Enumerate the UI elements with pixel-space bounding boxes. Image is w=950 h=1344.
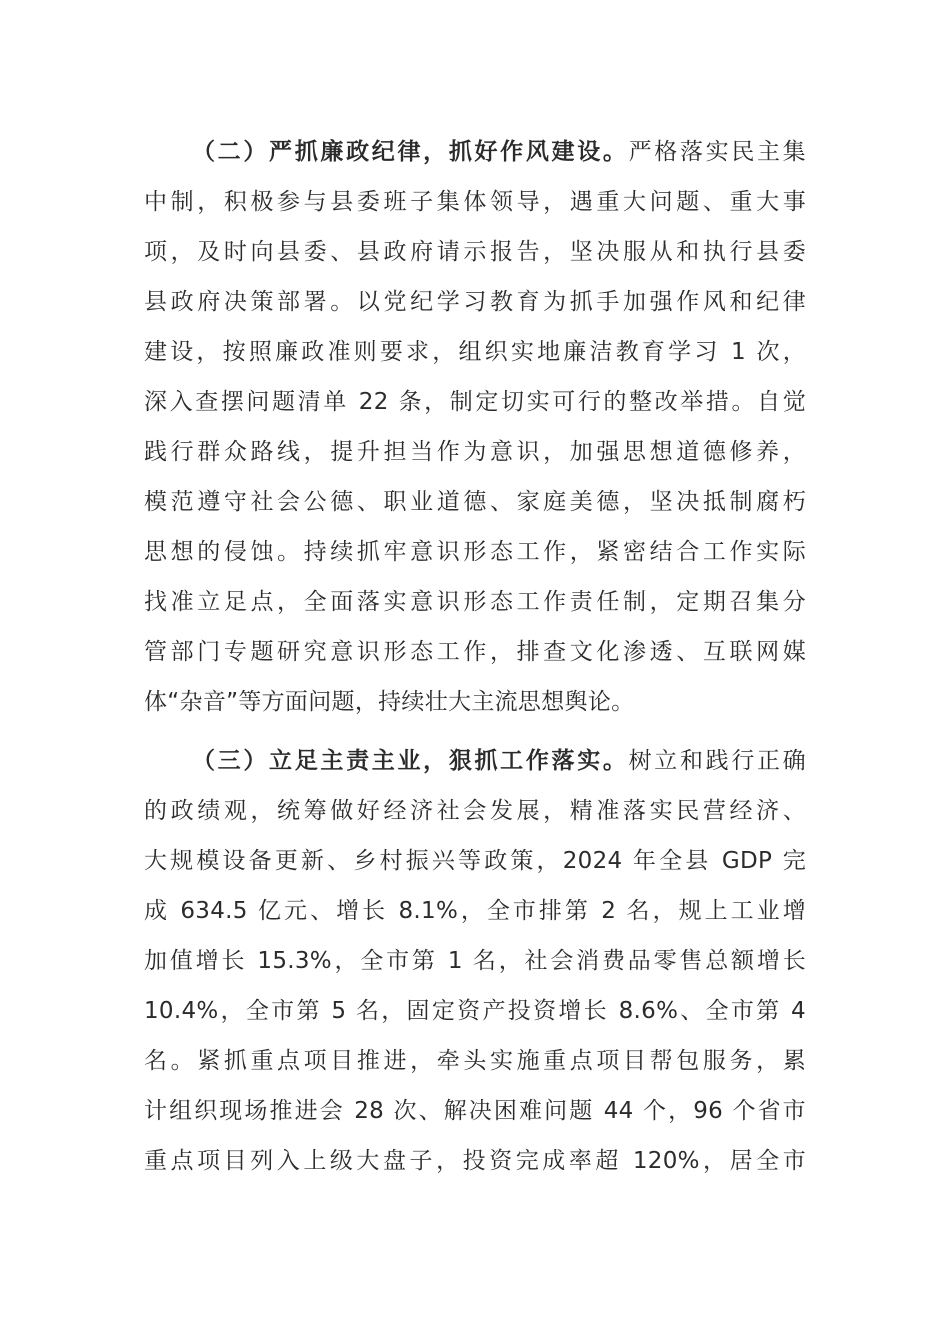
section-heading: （二）严抓廉政纪律，抓好作风建设。 bbox=[192, 139, 629, 165]
text-line: 中制，积极参与县委班子集体领导，遇重大问题、重大事 bbox=[144, 189, 806, 215]
text-line: 深入查摆问题清单 22 条，制定切实可行的整改举措。自觉 bbox=[144, 389, 806, 415]
text-line: 管部门专题研究意识形态工作，排查文化渗透、互联网媒 bbox=[144, 639, 806, 665]
text-line: 的政绩观，统筹做好经济社会发展，精准落实民营经济、 bbox=[144, 798, 806, 824]
text-line: 重点项目列入上级大盘子，投资完成率超 120%，居全市 bbox=[144, 1148, 806, 1174]
text-line: 成 634.5 亿元、增长 8.1%，全市排第 2 名，规上工业增 bbox=[144, 898, 806, 924]
text-line: 践行群众路线，提升担当作为意识，加强思想道德修养， bbox=[144, 439, 806, 465]
section-heading: （三）立足主责主业，狠抓工作落实。 bbox=[192, 748, 629, 774]
text-line: 建设，按照廉政准则要求，组织实地廉洁教育学习 1 次， bbox=[144, 339, 806, 365]
text-line: 树立和践行正确 bbox=[628, 748, 806, 774]
text-line: 名。紧抓重点项目推进，牵头实施重点项目帮包服务，累 bbox=[144, 1048, 806, 1074]
text-line: 计组织现场推进会 28 次、解决困难问题 44 个，96 个省市 bbox=[144, 1098, 806, 1124]
paragraph-discipline bbox=[144, 127, 806, 727]
text-line: 县政府决策部署。以党纪学习教育为抓手加强作风和纪律 bbox=[144, 289, 806, 315]
text-line: 大规模设备更新、乡村振兴等政策，2024 年全县 GDP 完 bbox=[144, 848, 806, 874]
paragraph-work-implementation bbox=[144, 736, 806, 1186]
paragraph-first-line bbox=[144, 127, 806, 177]
text-line: 体“杂音”等方面问题，持续壮大主流思想舆论。 bbox=[144, 689, 635, 715]
text-line: 10.4%，全市第 5 名，固定资产投资增长 8.6%、全市第 4 bbox=[144, 998, 806, 1024]
text-line: 思想的侵蚀。持续抓牢意识形态工作，紧密结合工作实际 bbox=[144, 539, 806, 565]
text-line: 找准立足点，全面落实意识形态工作责任制，定期召集分 bbox=[144, 589, 806, 615]
paragraph-first-line bbox=[144, 736, 806, 786]
text-line: 加值增长 15.3%，全市第 1 名，社会消费品零售总额增长 bbox=[144, 948, 806, 974]
text-line: 严格落实民主集 bbox=[628, 139, 806, 165]
text-line: 项，及时向县委、县政府请示报告，坚决服从和执行县委 bbox=[144, 239, 806, 265]
text-line: 模范遵守社会公德、职业道德、家庭美德，坚决抵制腐朽 bbox=[144, 489, 806, 515]
